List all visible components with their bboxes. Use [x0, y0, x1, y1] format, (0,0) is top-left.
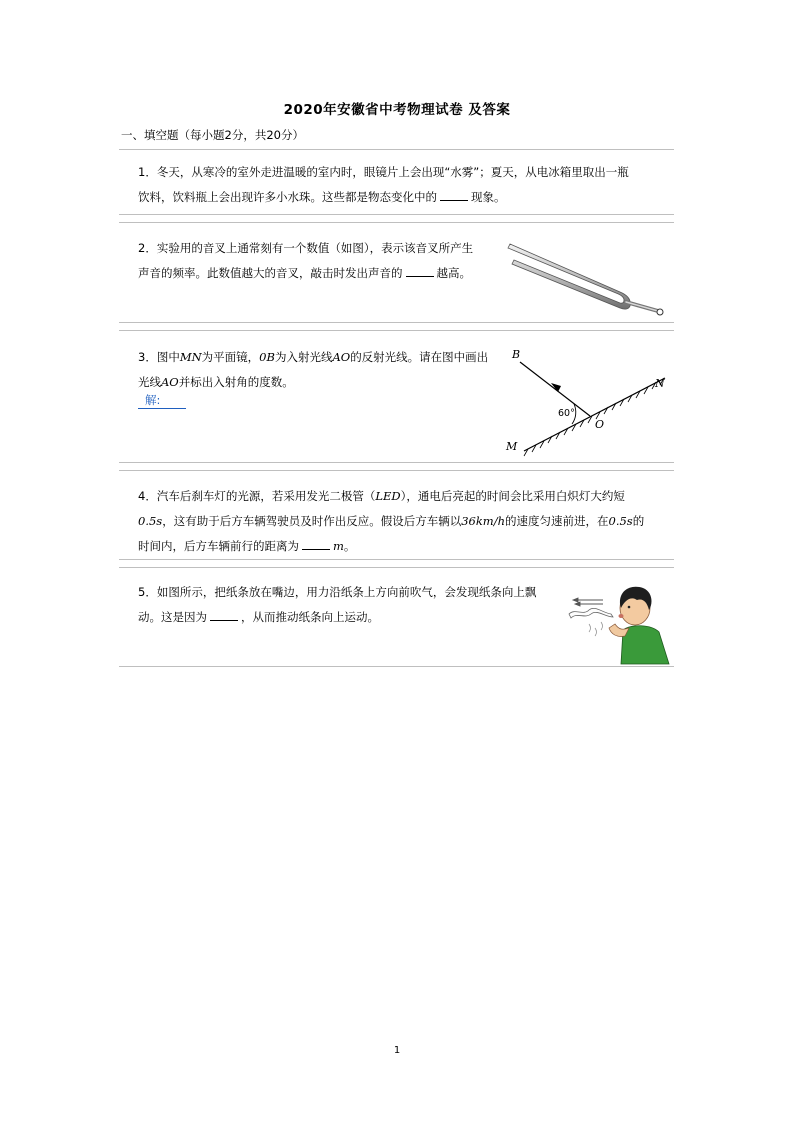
boy-arm	[609, 624, 629, 637]
tuning-fork-figure	[508, 236, 668, 322]
q4-line3: 时间内，后方车辆前行的距离为 m。	[138, 539, 356, 553]
divider	[119, 462, 674, 463]
answer-blank[interactable]	[406, 264, 434, 277]
q5-line1: 5．如图所示，把纸条放在嘴边，用力沿纸条上方向前吹气，会发现纸条向上飘	[138, 585, 537, 599]
divider	[119, 559, 674, 560]
question-1	[138, 160, 629, 210]
mirror-reflection-figure	[500, 340, 680, 465]
divider	[119, 322, 674, 323]
reflected-ray-ob	[520, 362, 590, 416]
boy-blowing-paper-figure	[565, 578, 670, 664]
answer-label[interactable]: 解:	[138, 392, 186, 409]
paper-strip	[569, 608, 613, 618]
q3-line1: 3．图中MN为平面镜，0B为入射光线AO的反射光线。请在图中画出	[138, 350, 489, 364]
label-o: O	[595, 418, 605, 431]
boy-body	[621, 626, 669, 664]
q2-line2: 声音的频率。此数值越大的音叉，敲击时发出声音的 越高。	[138, 266, 471, 280]
q3-line2: 光线AO并标出入射角的度数。	[138, 375, 294, 389]
divider	[119, 214, 674, 215]
q4-line2: 0.5s，这有助于后方车辆驾驶员及时作出反应。假设后方车辆以36km/h的速度匀速前进，在0.5s的	[138, 514, 645, 528]
divider	[119, 470, 674, 471]
label-m: M	[506, 440, 518, 453]
answer-blank[interactable]	[302, 537, 330, 550]
page-number: 1	[393, 1045, 401, 1056]
doc-title: 2020年安徽省中考物理试卷 及答案	[283, 102, 511, 118]
q1-line2: 饮料，饮料瓶上会出现许多小水珠。这些都是物态变化中的 现象。	[138, 190, 506, 204]
q2-line1: 2．实验用的音叉上通常刻有一个数值（如图），表示该音叉所产生	[138, 241, 474, 255]
label-n: N	[655, 377, 665, 390]
divider	[119, 149, 674, 150]
q4-line1: 4．汽车后刹车灯的光源，若采用发光二极管（LED），通电后亮起的时间会比采用白炽灯大约短	[138, 489, 625, 503]
air-flow-arrows	[573, 598, 603, 606]
q5-line2: 动。这是因为 ，从而推动纸条向上运动。	[138, 610, 379, 624]
answer-blank[interactable]	[440, 188, 468, 201]
question-5	[138, 580, 536, 630]
q1-line1: 1．冬天，从寒冷的室外走进温暖的室内时，眼镜片上会出现“水雾”；夏天，从电冰箱里取出一瓶	[138, 165, 629, 179]
answer-blank[interactable]	[210, 608, 238, 621]
section-heading: 一、填空题（每小题2分，共20分）	[121, 128, 304, 142]
angle-label: 60°	[558, 408, 575, 419]
divider	[119, 222, 674, 223]
label-b: B	[512, 348, 521, 361]
question-3	[138, 345, 488, 395]
divider	[119, 666, 674, 667]
divider	[119, 330, 674, 331]
divider	[119, 567, 674, 568]
question-2	[138, 236, 473, 286]
question-4	[138, 484, 644, 559]
